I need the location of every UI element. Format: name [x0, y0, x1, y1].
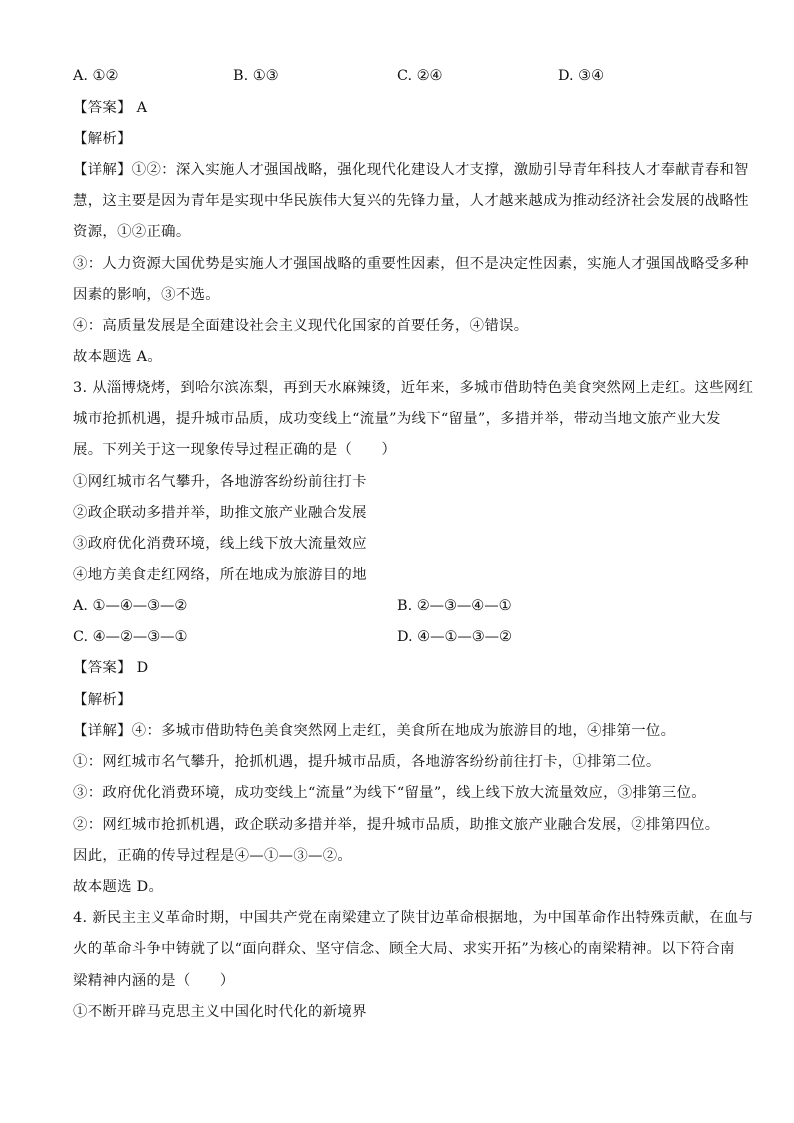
q2-detail-line: 【详解】①②：深入实施人才强国战略，强化现代化建设人才支撑，激励引导青年科技人才奉献青春和智: [73, 162, 749, 178]
q2-detail-line: 资源，①②正确。: [73, 224, 191, 240]
q2-answer: [73, 98, 147, 118]
q3-option-c: C. ④—②—③—①: [73, 629, 188, 645]
answer-value: A: [136, 100, 148, 116]
q3-stem-line: 3. 从淄博烧烤，到哈尔滨冻梨，再到天水麻辣烫，近年来，多城市借助特色美食突然网上走红。这些网红: [73, 380, 754, 396]
q4-stem-line: 火的革命斗争中铸就了以“面向群众、坚守信念、顾全大局、求实开拓”为核心的南梁精神。以下符合南: [73, 941, 735, 957]
q3-statement-2: ②政企联动多措并举，助推文旅产业融合发展: [73, 505, 367, 521]
q3-detail-line: ③：政府优化消费环境，成功变线上“流量”为线下“留量”，线上线下放大流量效应，③排第三位。: [73, 785, 706, 801]
q4-stem-line: 梁精神内涵的是（ ）: [73, 973, 235, 989]
q2-option-c: C. ②④: [397, 68, 443, 84]
q3-answer: [73, 658, 148, 678]
q2-detail-line: ④：高质量发展是全面建设社会主义现代化国家的首要任务，④错误。: [73, 318, 529, 334]
q2-detail-line: 慧，这主要是因为青年是实现中华民族伟大复兴的先锋力量，人才越来越成为推动经济社会发展的战略性: [73, 193, 749, 209]
q2-detail-line: ③：人力资源大国优势是实施人才强国战略的重要性因素，但不是决定性因素，实施人才强国战略受多种: [73, 256, 749, 272]
q3-detail-line: 【详解】④：多城市借助特色美食突然网上走红，美食所在地成为旅游目的地，④排第一位。: [73, 723, 676, 739]
q3-option-a: A. ①—④—③—②: [73, 598, 188, 614]
answer-tag: 【答案】: [73, 100, 132, 116]
q3-option-d: D. ④—①—③—②: [397, 629, 512, 645]
q3-analysis-tag: 【解析】: [73, 692, 132, 708]
q3-stem-line: 展。下列关于这一现象传导过程正确的是（ ）: [73, 442, 397, 458]
q3-statement-3: ③政府优化消费环境，线上线下放大流量效应: [73, 536, 367, 552]
q2-option-b: B. ①③: [233, 68, 279, 84]
q2-option-a: A. ①②: [73, 68, 119, 84]
q3-statement-1: ①网红城市名气攀升，各地游客纷纷前往打卡: [73, 474, 367, 490]
q2-analysis-tag: 【解析】: [73, 131, 132, 147]
q3-detail-line: ②：网红城市抢抓机遇，政企联动多措并举，提升城市品质，助推文旅产业融合发展，②排第四位。: [73, 817, 720, 833]
q4-stem-line: 4. 新民主主义革命时期，中国共产党在南梁建立了陕甘边革命根据地，为中国革命作出特殊贡献，在血与: [73, 910, 754, 926]
q3-stem-line: 城市抢抓机遇，提升城市品质，成功变线上“流量”为线下“留量”，多措并举，带动当地文旅产业大发: [73, 411, 721, 427]
q3-detail-line: 因此，正确的传导过程是④—①—③—②。: [73, 848, 353, 864]
q3-detail-line: ①：网红城市名气攀升，抢抓机遇，提升城市品质，各地游客纷纷前往打卡，①排第二位。: [73, 754, 661, 770]
answer-tag: 【答案】: [73, 660, 132, 676]
answer-value: D: [136, 660, 149, 676]
q3-option-b: B. ②—③—④—①: [397, 598, 512, 614]
q2-option-d: D. ③④: [558, 68, 604, 84]
q4-statement-1: ①不断开辟马克思主义中国化时代化的新境界: [73, 1004, 367, 1020]
q2-detail-line: 因素的影响，③不选。: [73, 287, 220, 303]
q2-conclusion: 故本题选 A。: [73, 349, 163, 365]
q3-conclusion: 故本题选 D。: [73, 879, 164, 895]
q3-statement-4: ④地方美食走红网络，所在地成为旅游目的地: [73, 567, 367, 583]
